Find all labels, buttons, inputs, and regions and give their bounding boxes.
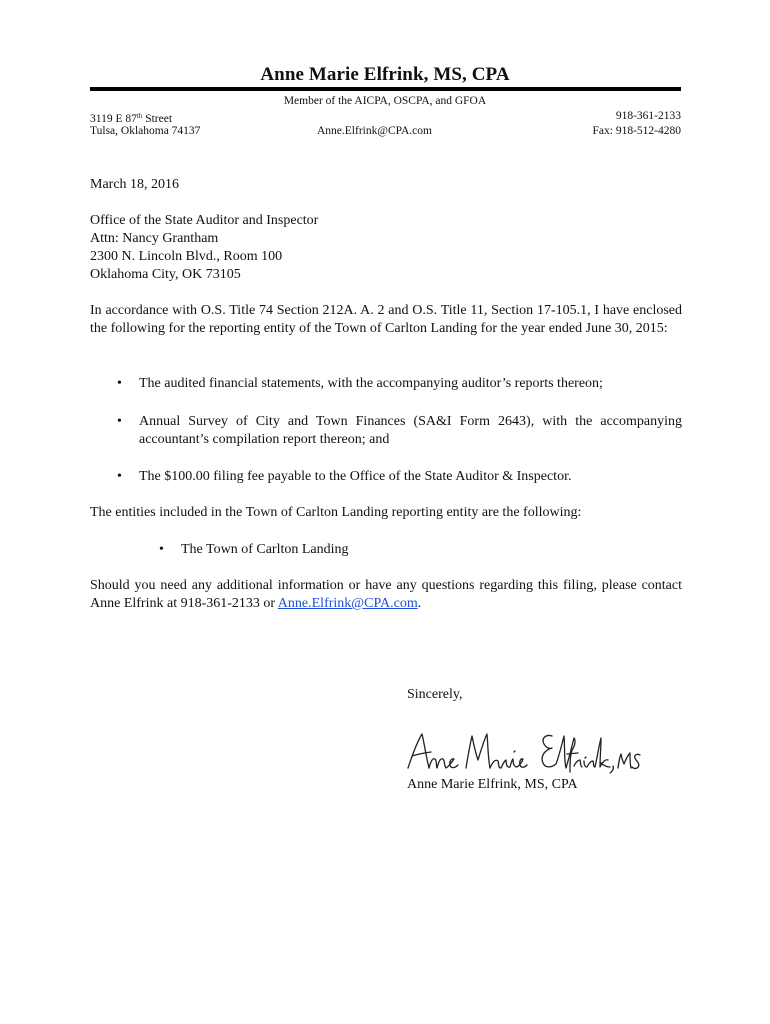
enclosure-item: [117, 413, 682, 449]
entity-text: The Town of Carlton Landing: [181, 542, 349, 557]
bullet-icon: •: [117, 469, 122, 484]
addressee-line: Oklahoma City, OK 73105: [90, 267, 241, 282]
sign-off: Sincerely,: [407, 687, 463, 702]
letterhead-fax: Fax: 918-512-4280: [592, 125, 681, 137]
addressee-line: Office of the State Auditor and Inspector: [90, 213, 319, 228]
enclosure-item: [117, 468, 682, 486]
bullet-icon: •: [117, 414, 122, 429]
closing-paragraph: [90, 577, 682, 613]
closing-text: Should you need any additional information or have any questions regarding this filing, please contact Anne Elfrink at 918-361-2133 or: [90, 578, 682, 611]
entity-item: [159, 541, 581, 559]
addressee-block: [90, 212, 682, 284]
enclosure-text: The audited financial statements, with the accompanying auditor’s reports thereon;: [139, 376, 603, 391]
street-name: Street: [142, 113, 173, 125]
signer-name: Anne Marie Elfrink, MS, CPA: [407, 777, 578, 792]
enclosure-item: [117, 375, 682, 393]
street-number: 3119 E 87: [90, 113, 137, 125]
enclosure-text: Annual Survey of City and Town Finances (SA&I Form 2643), with the accompanying accountant’s compilation report thereon; and: [139, 414, 682, 447]
street-ordinal: th: [136, 112, 143, 120]
handwritten-signature: [404, 728, 644, 776]
bullet-icon: •: [159, 542, 164, 557]
letterhead-divider: [90, 87, 681, 91]
letterhead-email: Anne.Elfrink@CPA.com: [317, 125, 432, 137]
signature-text: Anne Marie Elfrink, MS, CPA: [404, 728, 417, 729]
enclosure-text: The $100.00 filing fee payable to the Office of the State Auditor & Inspector.: [139, 469, 572, 484]
closing-period: .: [417, 596, 422, 611]
intro-paragraph: In accordance with O.S. Title 74 Section 212A. A. 2 and O.S. Title 11, Section 17-105.1, I have enclosed the following for the reporting entity of the Town of Carlton Landing for the year ended June 30, 2015:: [90, 303, 682, 336]
addressee-line: Attn: Nancy Grantham: [90, 231, 219, 246]
letter-date: March 18, 2016: [90, 177, 180, 192]
letterhead-membership: Member of the AICPA, OSCPA, and GFOA: [283, 95, 487, 107]
entities-intro: The entities included in the Town of Carlton Landing reporting entity are the following:: [90, 505, 582, 520]
addressee-line: 2300 N. Lincoln Blvd., Room 100: [90, 249, 283, 264]
bullet-icon: •: [117, 376, 122, 391]
letterhead-phone: 918-361-2133: [615, 110, 681, 122]
letterhead-name: Anne Marie Elfrink, MS, CPA: [260, 64, 510, 85]
email-link[interactable]: Anne.Elfrink@CPA.com: [277, 596, 418, 611]
letterhead-city: Tulsa, Oklahoma 74137: [90, 125, 201, 137]
